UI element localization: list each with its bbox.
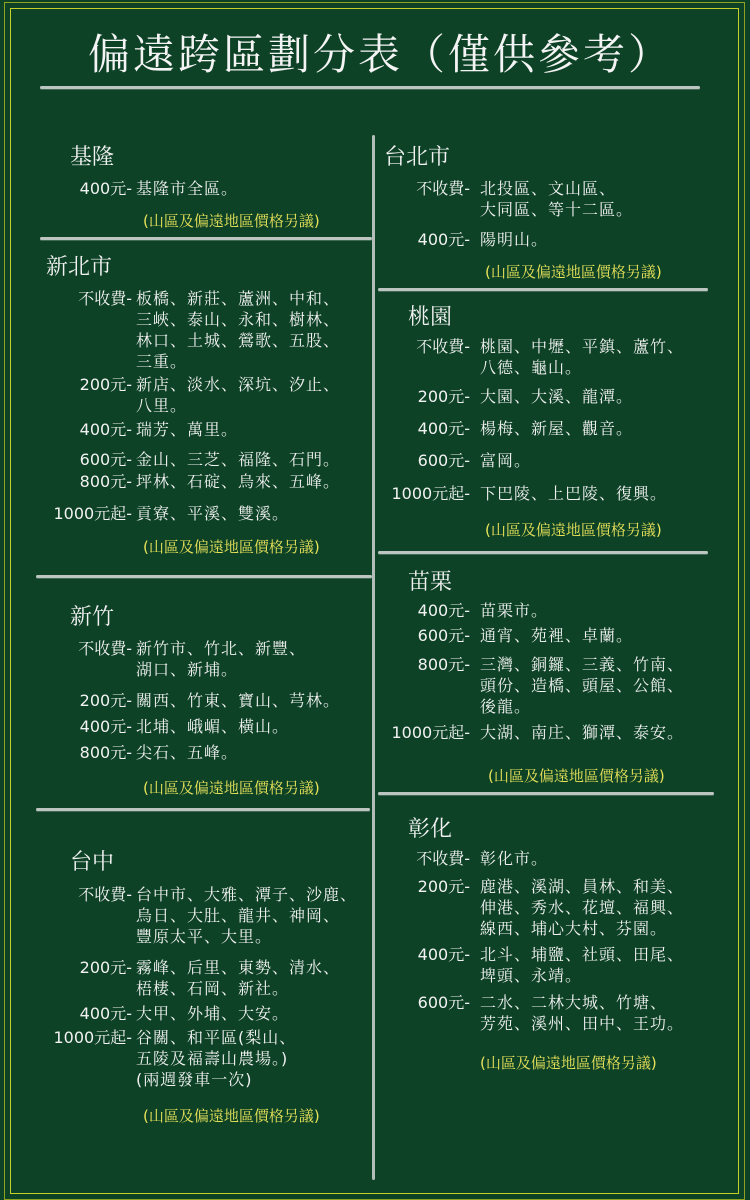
price-label: 400元- bbox=[79, 179, 132, 198]
district-list: 楊梅、新屋、觀音。 bbox=[480, 419, 634, 438]
district-list: 通宵、苑裡、卓蘭。 bbox=[480, 626, 634, 645]
title-underline bbox=[40, 86, 700, 89]
district-list: 二水、二林大城、竹塘、 芳苑、溪州、田中、王功。 bbox=[480, 993, 685, 1033]
divider-left-1 bbox=[40, 237, 372, 240]
price-label: 200元- bbox=[417, 387, 470, 406]
divider-left-3 bbox=[36, 808, 370, 811]
district-list: 基隆市全區。 bbox=[136, 179, 239, 198]
price-label: 不收費- bbox=[78, 289, 132, 308]
price-label: 600元- bbox=[417, 626, 470, 645]
price-note: (山區及偏遠地區價格另議) bbox=[480, 1054, 657, 1072]
region-heading: 台中 bbox=[70, 850, 115, 875]
price-label: 600元- bbox=[79, 450, 132, 469]
district-list: 北斗、埔鹽、社頭、田尾、 埤頭、永靖。 bbox=[480, 945, 685, 985]
price-label: 800元- bbox=[417, 655, 470, 674]
district-list: 下巴陵、上巴陵、復興。 bbox=[480, 484, 668, 503]
district-list: 新竹市、竹北、新豐、 湖口、新埔。 bbox=[136, 639, 307, 679]
price-label: 800元- bbox=[79, 743, 132, 762]
price-note: (山區及偏遠地區價格另議) bbox=[485, 263, 662, 281]
divider-right-1 bbox=[378, 288, 708, 291]
price-label: 400元- bbox=[417, 230, 470, 249]
district-list: 陽明山。 bbox=[480, 230, 549, 249]
price-label: 200元- bbox=[79, 375, 132, 394]
price-label: 200元- bbox=[79, 691, 132, 710]
district-list: 桃園、中壢、平鎮、蘆竹、 八德、龜山。 bbox=[480, 337, 685, 377]
price-label: 不收費- bbox=[416, 179, 470, 198]
district-list: 富岡。 bbox=[480, 451, 532, 470]
price-label: 1000元起- bbox=[53, 504, 132, 523]
region-heading: 新北市 bbox=[46, 255, 113, 280]
region-heading: 彰化 bbox=[408, 817, 453, 842]
price-label: 不收費- bbox=[416, 849, 470, 868]
price-label: 不收費- bbox=[416, 337, 470, 356]
price-note: (山區及偏遠地區價格另議) bbox=[485, 521, 662, 539]
price-label: 600元- bbox=[417, 451, 470, 470]
district-list: 苗栗市。 bbox=[480, 601, 549, 620]
district-list: 北埔、峨嵋、橫山。 bbox=[136, 717, 290, 736]
price-label: 不收費- bbox=[78, 639, 132, 658]
region-heading: 台北市 bbox=[384, 145, 451, 170]
district-list: 台中市、大雅、潭子、沙鹿、 烏日、大肚、龍井、神岡、 豐原太平、大里。 bbox=[136, 885, 358, 946]
price-label: 200元- bbox=[417, 877, 470, 896]
price-label: 400元- bbox=[417, 601, 470, 620]
divider-left-2 bbox=[36, 575, 372, 578]
divider-right-3 bbox=[378, 792, 714, 795]
price-label: 1000元起- bbox=[53, 1028, 132, 1047]
price-label: 400元- bbox=[417, 419, 470, 438]
region-heading: 新竹 bbox=[70, 605, 115, 630]
price-note: (山區及偏遠地區價格另議) bbox=[143, 538, 320, 556]
district-list: 坪林、石碇、烏來、五峰。 bbox=[136, 472, 341, 491]
price-label: 200元- bbox=[79, 958, 132, 977]
price-label: 400元- bbox=[417, 945, 470, 964]
price-note: (山區及偏遠地區價格另議) bbox=[143, 779, 320, 797]
price-note: (山區及偏遠地區價格另議) bbox=[488, 767, 665, 785]
district-list: 貢寮、平溪、雙溪。 bbox=[136, 504, 290, 523]
price-label: 400元- bbox=[79, 420, 132, 439]
district-list: 鹿港、溪湖、員林、和美、 伸港、秀水、花壇、福興、 線西、埔心大村、芬園。 bbox=[480, 877, 685, 938]
district-list: 大園、大溪、龍潭。 bbox=[480, 387, 634, 406]
price-label: 不收費- bbox=[78, 885, 132, 904]
price-label: 400元- bbox=[79, 717, 132, 736]
district-list: 關西、竹東、寶山、芎林。 bbox=[136, 691, 341, 710]
price-label: 1000元起- bbox=[391, 484, 470, 503]
district-list: 金山、三芝、福隆、石門。 bbox=[136, 450, 341, 469]
price-label: 600元- bbox=[417, 993, 470, 1012]
price-label: 800元- bbox=[79, 472, 132, 491]
price-note: (山區及偏遠地區價格另議) bbox=[143, 1107, 320, 1125]
district-list: 大湖、南庄、獅潭、泰安。 bbox=[480, 723, 685, 742]
district-list: 新店、淡水、深坑、汐止、 八里。 bbox=[136, 375, 341, 415]
price-note: (山區及偏遠地區價格另議) bbox=[143, 212, 320, 230]
district-list: 彰化市。 bbox=[480, 849, 549, 868]
region-heading: 桃園 bbox=[408, 305, 453, 330]
district-list: 霧峰、后里、東勢、清水、 梧棲、石岡、新社。 bbox=[136, 958, 341, 998]
district-list: 尖石、五峰。 bbox=[136, 743, 239, 762]
district-list: 瑞芳、萬里。 bbox=[136, 420, 239, 439]
district-list: 北投區、文山區、 大同區、等十二區。 bbox=[480, 179, 634, 219]
district-list: 板橋、新莊、蘆洲、中和、 三峽、泰山、永和、樹林、 林口、土城、鶯歌、五股、 三重。 bbox=[136, 289, 341, 371]
region-heading: 苗栗 bbox=[408, 570, 453, 595]
divider-right-2 bbox=[378, 551, 708, 554]
district-list: 三灣、銅鑼、三義、竹南、 頭份、造橋、頭屋、公館、 後龍。 bbox=[480, 655, 685, 716]
price-label: 1000元起- bbox=[391, 723, 470, 742]
price-label: 400元- bbox=[79, 1004, 132, 1023]
district-list: 谷關、和平區(梨山、 五陵及福壽山農場。) (兩週發車一次) bbox=[136, 1028, 297, 1089]
page-title: 偏遠跨區劃分表（僅供參考） bbox=[88, 30, 674, 79]
district-list: 大甲、外埔、大安。 bbox=[136, 1004, 290, 1023]
column-divider bbox=[372, 135, 375, 1180]
region-heading: 基隆 bbox=[70, 145, 115, 170]
